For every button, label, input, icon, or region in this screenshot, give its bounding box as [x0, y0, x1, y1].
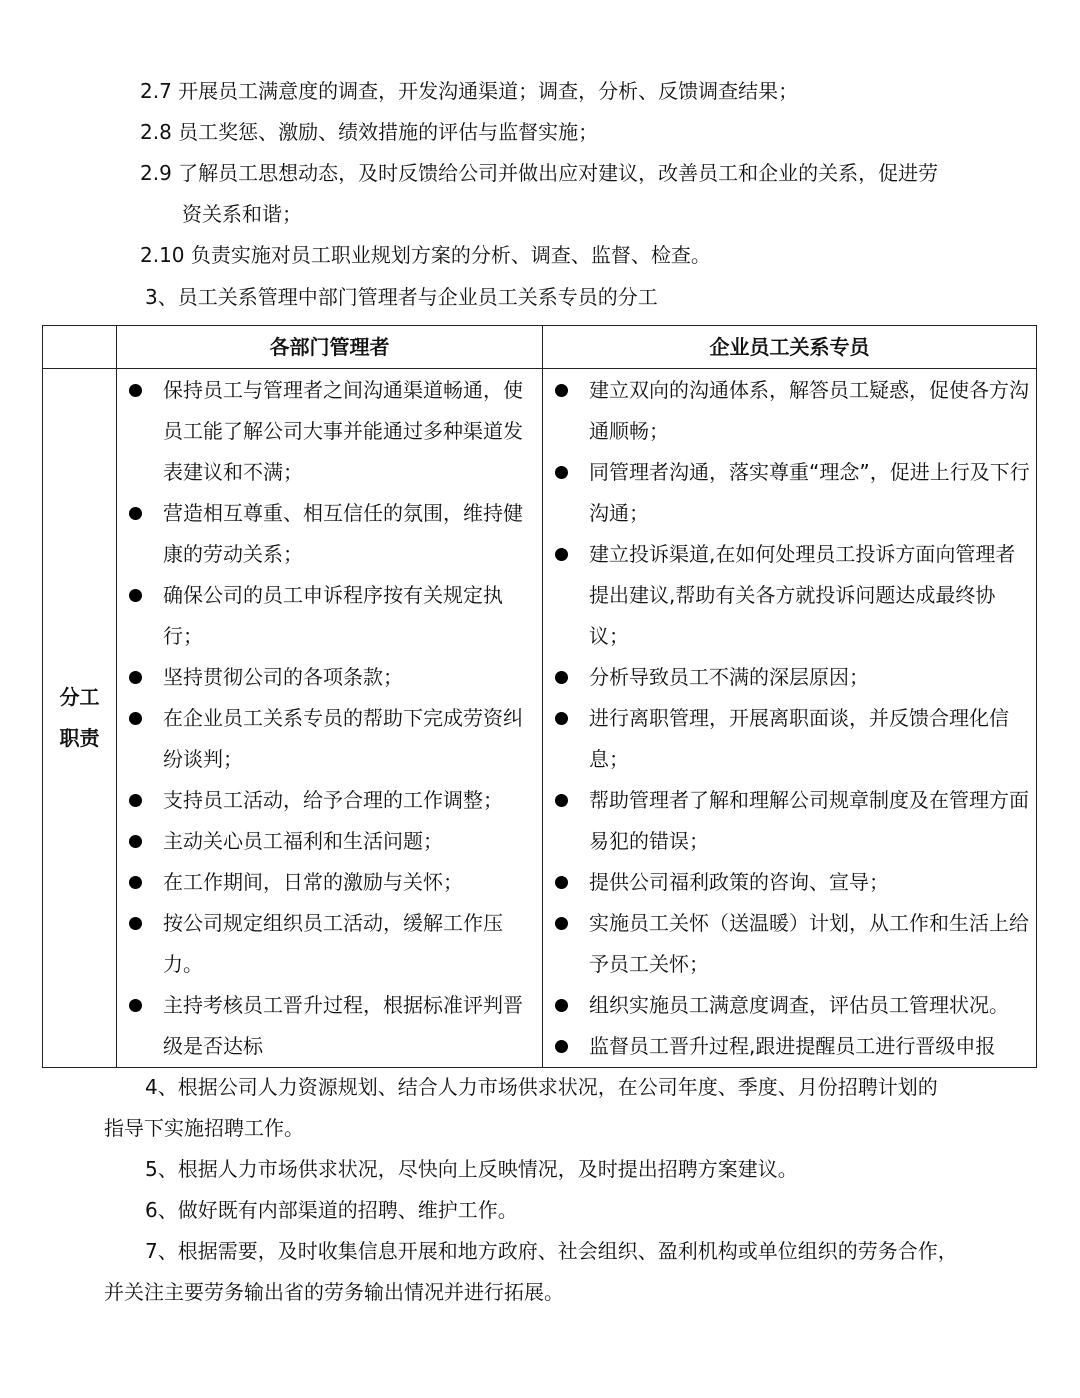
- list-item: [117, 862, 542, 903]
- list-item: [117, 985, 542, 1067]
- duty-table: [42, 325, 1037, 1068]
- list-item: [543, 698, 1036, 780]
- list-item: [117, 821, 542, 862]
- item-2-9-continuation: 资关系和谐；: [182, 202, 302, 226]
- row-label-cell: [43, 369, 117, 1068]
- duty-text: 组织实施员工满意度调查，评估员工管理状况。: [589, 993, 1009, 1017]
- duty-text: 进行离职管理，开展离职面谈，并反馈合理化信息；: [589, 706, 1009, 771]
- bullet-icon: [555, 712, 568, 725]
- para-5: 5、根据人力市场供求状况，尽快向上反映情况，及时提出招聘方案建议。: [145, 1157, 798, 1181]
- bullet-icon: [555, 999, 568, 1012]
- bullet-icon: [555, 917, 568, 930]
- duty-text: 实施员工关怀（送温暖）计划，从工作和生活上给予员工关怀；: [589, 911, 1029, 976]
- duty-text: 提供公司福利政策的咨询、宣导；: [589, 870, 889, 894]
- duty-text: 保持员工与管理者之间沟通渠道畅通，使员工能了解公司大事并能通过多种渠道发表建议和不满；: [163, 378, 523, 484]
- row-label-line-2: 职责: [59, 726, 100, 750]
- para-7-line-2: 并关注主要劳务输出省的劳务输出情况并进行拓展。: [104, 1280, 564, 1304]
- item-text: 开展员工满意度的调查，开发沟通渠道；调查，分析、反馈调查结果；: [178, 79, 799, 103]
- list-item: [543, 903, 1036, 985]
- table-body-row: [43, 369, 1037, 1068]
- list-item: [117, 698, 542, 780]
- item-number: 2.8: [140, 120, 172, 144]
- item-number: 2.10: [140, 243, 185, 267]
- duty-text: 支持员工活动，给予合理的工作调整；: [163, 788, 503, 812]
- duty-text: 按公司规定组织员工活动，缓解工作压力。: [163, 911, 503, 976]
- item-2-8: [140, 112, 598, 153]
- item-number: 2.7: [140, 79, 172, 103]
- duty-text: 建立投诉渠道,在如何处理员工投诉方面向管理者提出建议,帮助有关各方就投诉问题达成最终协议；: [589, 542, 1016, 648]
- duty-text: 建立双向的沟通体系，解答员工疑惑，促使各方沟通顺畅；: [589, 378, 1029, 443]
- duty-text: 在企业员工关系专员的帮助下完成劳资纠纷谈判；: [163, 706, 523, 771]
- list-item: [117, 780, 542, 821]
- specialist-duties-cell: [543, 369, 1037, 1068]
- bullet-icon: [129, 917, 142, 930]
- bullet-icon: [555, 671, 568, 684]
- list-item: [543, 452, 1036, 534]
- duty-text: 坚持贯彻公司的各项条款；: [163, 665, 403, 689]
- bullet-icon: [129, 999, 142, 1012]
- duty-text: 营造相互尊重、相互信任的氛围，维持健康的劳动关系；: [163, 501, 523, 566]
- item-2-9: [140, 153, 938, 194]
- para-4-line-2: 指导下实施招聘工作。: [104, 1116, 304, 1140]
- list-item: [117, 657, 542, 698]
- duty-text: 分析导致员工不满的深层原因；: [589, 665, 869, 689]
- bullet-icon: [129, 507, 142, 520]
- list-item: [117, 575, 542, 657]
- list-item: [543, 780, 1036, 862]
- specialist-duties-list: [543, 370, 1036, 1067]
- header-dept-managers: 各部门管理者: [117, 326, 543, 369]
- duty-text: 主持考核员工晋升过程，根据标准评判晋级是否达标: [163, 993, 523, 1058]
- table-header-row: [43, 326, 1037, 369]
- bullet-icon: [129, 589, 142, 602]
- duty-text: 帮助管理者了解和理解公司规章制度及在管理方面易犯的错误；: [589, 788, 1029, 853]
- item-number: 2.9: [140, 161, 172, 185]
- para-7-line-1: 7、根据需要，及时收集信息开展和地方政府、社会组织、盈利机构或单位组织的劳务合作，: [145, 1239, 958, 1263]
- bullet-icon: [555, 466, 568, 479]
- manager-duties-list: [117, 370, 542, 1067]
- item-2-7: [140, 71, 798, 112]
- para-6: 6、做好既有内部渠道的招聘、维护工作。: [145, 1198, 518, 1222]
- list-item: [543, 862, 1036, 903]
- list-item: [543, 370, 1036, 452]
- list-item: [117, 903, 542, 985]
- list-item: [543, 657, 1036, 698]
- bullet-icon: [129, 794, 142, 807]
- duty-text: 确保公司的员工申诉程序按有关规定执行；: [163, 583, 503, 648]
- bullet-icon: [555, 876, 568, 889]
- bullet-icon: [129, 835, 142, 848]
- list-item: [543, 1026, 1036, 1067]
- para-4-line-1: 4、根据公司人力资源规划、结合人力市场供求状况，在公司年度、季度、月份招聘计划的: [145, 1075, 938, 1099]
- bullet-icon: [129, 712, 142, 725]
- bullet-icon: [555, 384, 568, 397]
- duty-text: 同管理者沟通，落实尊重“理念”，促进上行及下行沟通；: [589, 460, 1030, 525]
- list-item: [117, 493, 542, 575]
- list-item: [117, 370, 542, 493]
- duty-text: 监督员工晋升过程,跟进提醒员工进行晋级申报: [589, 1034, 996, 1058]
- bullet-icon: [129, 671, 142, 684]
- bullet-icon: [555, 548, 568, 561]
- item-text: 负责实施对员工职业规划方案的分析、调查、监督、检查。: [190, 243, 711, 267]
- item-text: 了解员工思想动态，及时反馈给公司并做出应对建议，改善员工和企业的关系，促进劳: [178, 161, 939, 185]
- row-label-line-1: 分工: [59, 685, 100, 709]
- section-3-title: 3、员工关系管理中部门管理者与企业员工关系专员的分工: [145, 285, 658, 309]
- duty-text: 在工作期间，日常的激励与关怀；: [163, 870, 463, 894]
- list-item: [543, 985, 1036, 1026]
- bullet-icon: [555, 1040, 568, 1053]
- item-text: 员工奖惩、激励、绩效措施的评估与监督实施；: [178, 120, 599, 144]
- bullet-icon: [129, 384, 142, 397]
- bullet-icon: [129, 876, 142, 889]
- manager-duties-cell: [117, 369, 543, 1068]
- header-relations-specialist: 企业员工关系专员: [543, 326, 1037, 369]
- list-item: [543, 534, 1036, 657]
- bullet-icon: [555, 794, 568, 807]
- item-2-10: [140, 235, 711, 276]
- header-empty-cell: [43, 326, 117, 369]
- duty-text: 主动关心员工福利和生活问题；: [163, 829, 443, 853]
